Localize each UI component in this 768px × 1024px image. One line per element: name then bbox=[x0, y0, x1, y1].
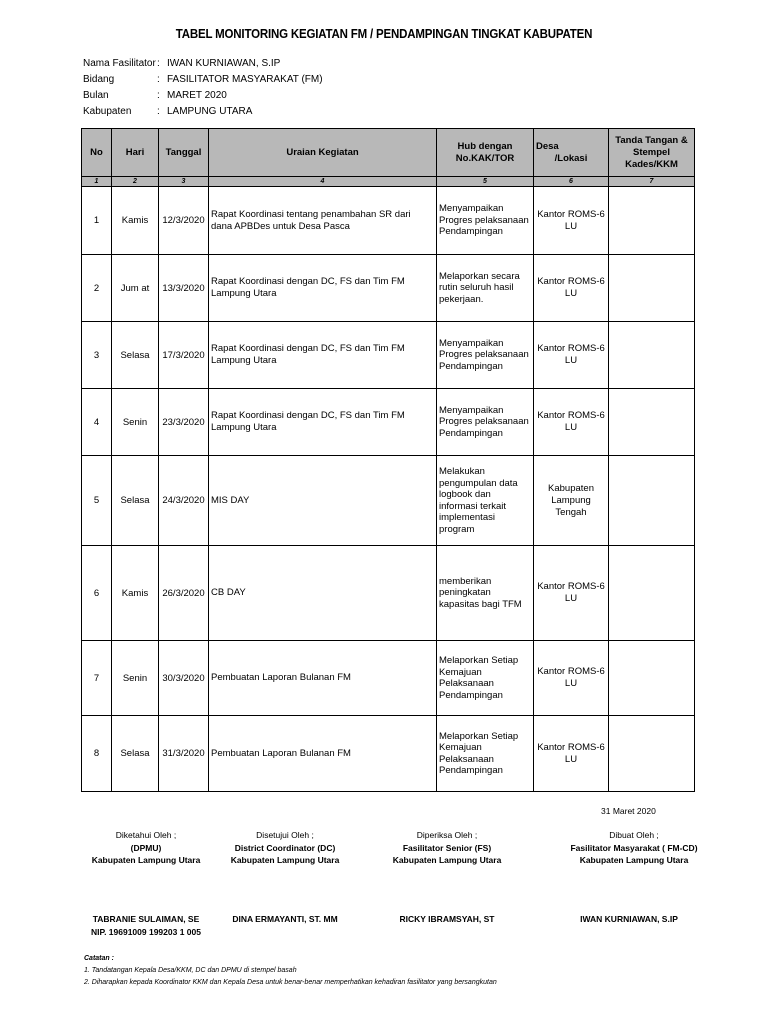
cell-desa: Kantor ROMS-6 LU bbox=[534, 716, 609, 792]
cell-uraian: Pembuatan Laporan Bulanan FM bbox=[209, 716, 437, 792]
info-row-bulan: Bulan : MARET 2020 bbox=[83, 88, 323, 104]
col-number: 7 bbox=[609, 177, 695, 187]
table-row bbox=[82, 546, 695, 641]
cell-ttd bbox=[609, 187, 695, 255]
header-desa bbox=[534, 129, 609, 177]
info-row-kabupaten: Kabupaten : LAMPUNG UTARA bbox=[83, 104, 323, 120]
cell-tanggal: 17/3/2020 bbox=[159, 322, 209, 389]
cell-tanggal: 31/3/2020 bbox=[159, 716, 209, 792]
cell-tanggal: 26/3/2020 bbox=[159, 546, 209, 641]
col-number: 1 bbox=[82, 177, 112, 187]
info-value: MARET 2020 bbox=[167, 90, 227, 101]
cell-hari: Senin bbox=[112, 641, 159, 716]
cell-hub: Menyampaikan Progres pelaksanaan Pendampingan bbox=[437, 187, 534, 255]
cell-ttd bbox=[609, 641, 695, 716]
signatory-fm bbox=[529, 913, 729, 926]
signatory-name: IWAN KURNIAWAN, S.IP bbox=[580, 914, 678, 924]
signatory-fs bbox=[347, 913, 547, 926]
cell-hari: Senin bbox=[112, 389, 159, 456]
cell-no: 3 bbox=[82, 322, 112, 389]
cell-hari: Kamis bbox=[112, 546, 159, 641]
cell-uraian: MIS DAY bbox=[209, 456, 437, 546]
cell-ttd bbox=[609, 322, 695, 389]
cell-hari: Selasa bbox=[112, 716, 159, 792]
cell-tanggal: 24/3/2020 bbox=[159, 456, 209, 546]
signatory-name: DINA ERMAYANTI, ST. MM bbox=[232, 914, 338, 924]
table-row bbox=[82, 187, 695, 255]
table-row bbox=[82, 716, 695, 792]
info-value: LAMPUNG UTARA bbox=[167, 106, 253, 117]
cell-no: 1 bbox=[82, 187, 112, 255]
cell-ttd bbox=[609, 456, 695, 546]
signature-block-dc bbox=[195, 829, 375, 867]
header-hub-label: Hub dengan No.KAK/TOR bbox=[455, 140, 515, 164]
signature-role: District Coordinator (DC) bbox=[234, 842, 336, 853]
col-number: 6 bbox=[534, 177, 609, 187]
info-block bbox=[83, 56, 323, 120]
header-tanggal: Tanggal bbox=[159, 129, 209, 177]
cell-hari: Selasa bbox=[112, 456, 159, 546]
cell-no: 8 bbox=[82, 716, 112, 792]
cell-hub: Melaporkan Setiap Kemajuan Pelaksanaan Pendampingan bbox=[437, 716, 534, 792]
cell-tanggal: 30/3/2020 bbox=[159, 641, 209, 716]
cell-uraian: Rapat Koordinasi dengan DC, FS dan Tim FM Lampung Utara bbox=[209, 255, 437, 322]
signature-org: Kabupaten Lampung Utara bbox=[230, 855, 340, 865]
cell-tanggal: 23/3/2020 bbox=[159, 389, 209, 456]
note-item: 1. Tandatangan Kepala Desa/KKM, DC dan DPMU di stempel basah bbox=[84, 967, 297, 974]
signature-label: Disetujui Oleh ; bbox=[256, 830, 314, 840]
signatory-name: RICKY IBRAMSYAH, ST bbox=[399, 914, 495, 924]
table-row bbox=[82, 456, 695, 546]
cell-hub: Menyampaikan Progres pelaksanaan Pendampingan bbox=[437, 322, 534, 389]
cell-tanggal: 12/3/2020 bbox=[159, 187, 209, 255]
col-number: 5 bbox=[437, 177, 534, 187]
header-lokasi-label: /Lokasi bbox=[554, 152, 588, 164]
signature-block-fm bbox=[544, 829, 724, 867]
signature-role: Fasilitator Senior (FS) bbox=[402, 842, 492, 853]
cell-hub: Melakukan pengumpulan data logbook dan informasi terkait implementasi program bbox=[437, 456, 534, 546]
header-hari: Hari bbox=[112, 129, 159, 177]
table-row bbox=[82, 641, 695, 716]
header-ttd bbox=[609, 129, 695, 177]
cell-hari: Jum at bbox=[112, 255, 159, 322]
cell-ttd bbox=[609, 716, 695, 792]
cell-hari: Kamis bbox=[112, 187, 159, 255]
notes-block bbox=[84, 953, 497, 989]
notes-title: Catatan : bbox=[84, 955, 114, 962]
document-title: TABEL MONITORING KEGIATAN FM / PENDAMPINGAN TINGKAT KABUPATEN bbox=[175, 27, 593, 41]
col-number: 4 bbox=[209, 177, 437, 187]
signatory-nip: NIP. 19691009 199203 1 005 bbox=[91, 926, 201, 937]
note-item: 2. Diharapkan kepada Koordinator KKM dan Kepala Desa untuk benar-benar memperhatikan kehadiran fasilitator yang bersangkutan bbox=[84, 979, 497, 986]
info-row-fasilitator: Nama Fasilitator : IWAN KURNIAWAN, S.IP bbox=[83, 56, 323, 72]
info-value: FASILITATOR MASYARAKAT (FM) bbox=[167, 74, 323, 85]
signature-label: Diperiksa Oleh ; bbox=[416, 830, 478, 840]
table-row bbox=[82, 255, 695, 322]
info-key: Nama Fasilitator bbox=[83, 58, 156, 69]
cell-uraian: Pembuatan Laporan Bulanan FM bbox=[209, 641, 437, 716]
info-value: IWAN KURNIAWAN, S.IP bbox=[167, 58, 281, 69]
cell-hub: Menyampaikan Progres pelaksanaan Pendampingan bbox=[437, 389, 534, 456]
header-no: No bbox=[82, 129, 112, 177]
signature-org: Kabupaten Lampung Utara bbox=[392, 855, 502, 865]
cell-desa: Kantor ROMS-6 LU bbox=[534, 641, 609, 716]
cell-hub: memberikan peningkatan kapasitas bagi TFM bbox=[437, 546, 534, 641]
table-row bbox=[82, 389, 695, 456]
cell-desa: Kabupaten Lampung Tengah bbox=[534, 456, 609, 546]
document-date: 31 Maret 2020 bbox=[601, 806, 656, 816]
header-uraian: Uraian Kegiatan bbox=[209, 129, 437, 177]
cell-no: 4 bbox=[82, 389, 112, 456]
table-row bbox=[82, 322, 695, 389]
table-number-row bbox=[82, 177, 695, 187]
header-ttd-label: Tanda Tangan & Stempel Kades/KKM bbox=[615, 134, 688, 170]
cell-ttd bbox=[609, 546, 695, 641]
cell-desa: Kantor ROMS-6 LU bbox=[534, 389, 609, 456]
signature-role: (DPMU) bbox=[130, 842, 162, 853]
signature-label: Dibuat Oleh ; bbox=[609, 830, 659, 840]
cell-ttd bbox=[609, 389, 695, 456]
cell-ttd bbox=[609, 255, 695, 322]
cell-hari: Selasa bbox=[112, 322, 159, 389]
cell-uraian: Rapat Koordinasi dengan DC, FS dan Tim FM Lampung Utara bbox=[209, 322, 437, 389]
signature-org: Kabupaten Lampung Utara bbox=[579, 855, 689, 865]
info-key: Bidang bbox=[83, 74, 115, 85]
cell-no: 2 bbox=[82, 255, 112, 322]
info-row-bidang: Bidang : FASILITATOR MASYARAKAT (FM) bbox=[83, 72, 323, 88]
signature-label: Diketahui Oleh ; bbox=[115, 830, 177, 840]
header-desa-label: Desa bbox=[536, 140, 559, 152]
info-key: Bulan bbox=[83, 90, 109, 101]
cell-hub: Melaporkan Setiap Kemajuan Pelaksanaan Pendampingan bbox=[437, 641, 534, 716]
signature-org: Kabupaten Lampung Utara bbox=[91, 855, 201, 865]
cell-hub: Melaporkan secara rutin seluruh hasil pekerjaan. bbox=[437, 255, 534, 322]
col-number: 2 bbox=[112, 177, 159, 187]
cell-desa: Kantor ROMS-6 LU bbox=[534, 546, 609, 641]
cell-no: 5 bbox=[82, 456, 112, 546]
signatory-name: TABRANIE SULAIMAN, SE bbox=[92, 914, 200, 924]
cell-desa: Kantor ROMS-6 LU bbox=[534, 322, 609, 389]
cell-uraian: CB DAY bbox=[209, 546, 437, 641]
signature-block-fs bbox=[357, 829, 537, 867]
signature-role: Fasilitator Masyarakat ( FM-CD) bbox=[570, 842, 698, 853]
cell-uraian: Rapat Koordinasi tentang penambahan SR dari dana APBDes untuk Desa Pasca bbox=[209, 187, 437, 255]
cell-desa: Kantor ROMS-6 LU bbox=[534, 255, 609, 322]
cell-uraian: Rapat Koordinasi dengan DC, FS dan Tim FM Lampung Utara bbox=[209, 389, 437, 456]
cell-tanggal: 13/3/2020 bbox=[159, 255, 209, 322]
table-header-row bbox=[82, 129, 695, 177]
cell-no: 6 bbox=[82, 546, 112, 641]
cell-no: 7 bbox=[82, 641, 112, 716]
info-key: Kabupaten bbox=[83, 106, 132, 117]
col-number: 3 bbox=[159, 177, 209, 187]
cell-desa: Kantor ROMS-6 LU bbox=[534, 187, 609, 255]
monitoring-table bbox=[81, 128, 695, 792]
header-hub bbox=[437, 129, 534, 177]
